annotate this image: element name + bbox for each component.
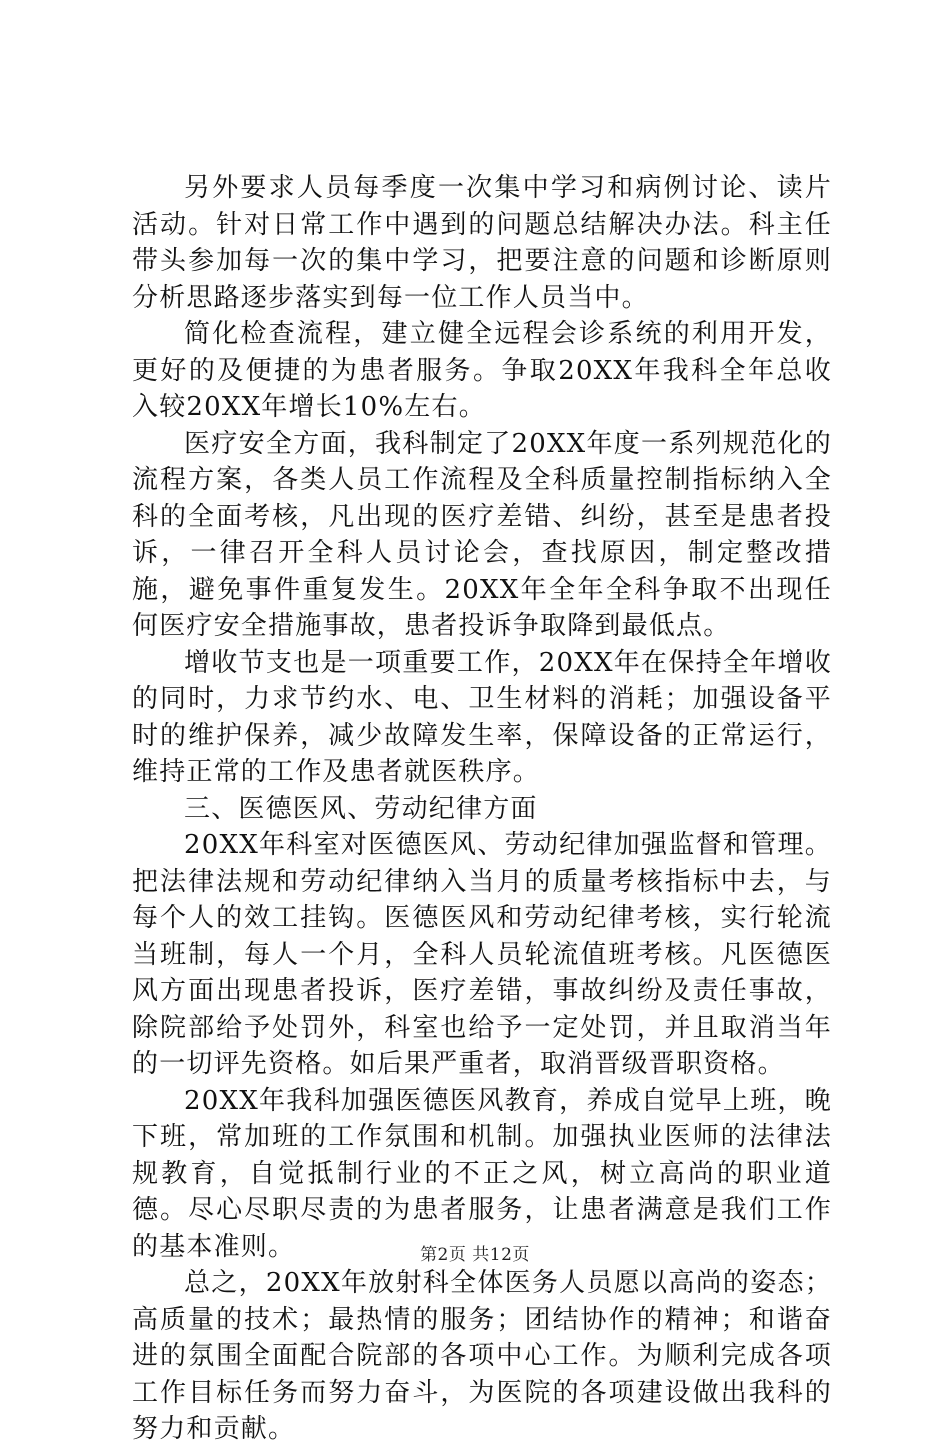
paragraph-process-simplify: 简化检查流程，建立健全远程会诊系统的利用开发，更好的及便捷的为患者服务。争取20XX年我科全年总收入较20XX年增长10%左右。 (132, 319, 832, 422)
paragraph-study-plan: 另外要求人员每季度一次集中学习和病例讨论、读片活动。针对日常工作中遇到的问题总结解决办法。科主任带头参加每一次的集中学习，把要注意的问题和诊断原则分析思路逐步落实到每一位工作人员当中。 (132, 173, 832, 313)
paragraph-cost-saving: 增收节支也是一项重要工作，20XX年在保持全年增收的同时，力求节约水、电、卫生材料的消耗；加强设备平时的维护保养，减少故障发生率，保障设备的正常运行，维持正常的工作及患者就医秩序。 (132, 647, 832, 787)
paragraph-medical-safety: 医疗安全方面，我科制定了20XX年度一系列规范化的流程方案，各类人员工作流程及全科质量控制指标纳入全科的全面考核，凡出现的医疗差错、纠纷，甚至是患者投诉，一律召开全科人员讨论会，查找原因，制定整改措施，避免事件重复发生。20XX年全年全科争取不出现任何医疗安全措施事故，患者投诉争取降到最低点。 (132, 428, 832, 641)
paragraph-ethics-education: 20XX年我科加强医德医风教育，养成自觉早上班，晚下班，常加班的工作氛围和机制。加强执业医师的法律法规教育，自觉抵制行业的不正之风，树立高尚的职业道德。尽心尽职尽责的为患者服务，让患者满意是我们工作的基本准则。 (132, 1085, 832, 1262)
paragraph-conclusion: 总之，20XX年放射科全体医务人员愿以高尚的姿态；高质量的技术；最热情的服务；团结协作的精神；和谐奋进的氛围全面配合院部的各项中心工作。为顺利完成各项工作目标任务而努力奋斗，为医院的各项建设做出我科的努力和贡献。 (132, 1268, 832, 1444)
page-number-footer: 第2页 共12页 (420, 1245, 530, 1265)
section-heading-ethics: 三、医德医风、劳动纪律方面 (184, 793, 538, 824)
paragraph-ethics-supervision: 20XX年科室对医德医风、劳动纪律加强监督和管理。把法律法规和劳动纪律纳入当月的质量考核指标中去，与每个人的效工挂钩。医德医风和劳动纪律考核，实行轮流当班制，每人一个月，全科人员轮流值班考核。凡医德医风方面出现患者投诉，医疗差错，事故纠纷及责任事故，除院部给予处罚外，科室也给予一定处罚，并且取消当年的一切评先资格。如后果严重者，取消晋级晋职资格。 (132, 830, 832, 1079)
